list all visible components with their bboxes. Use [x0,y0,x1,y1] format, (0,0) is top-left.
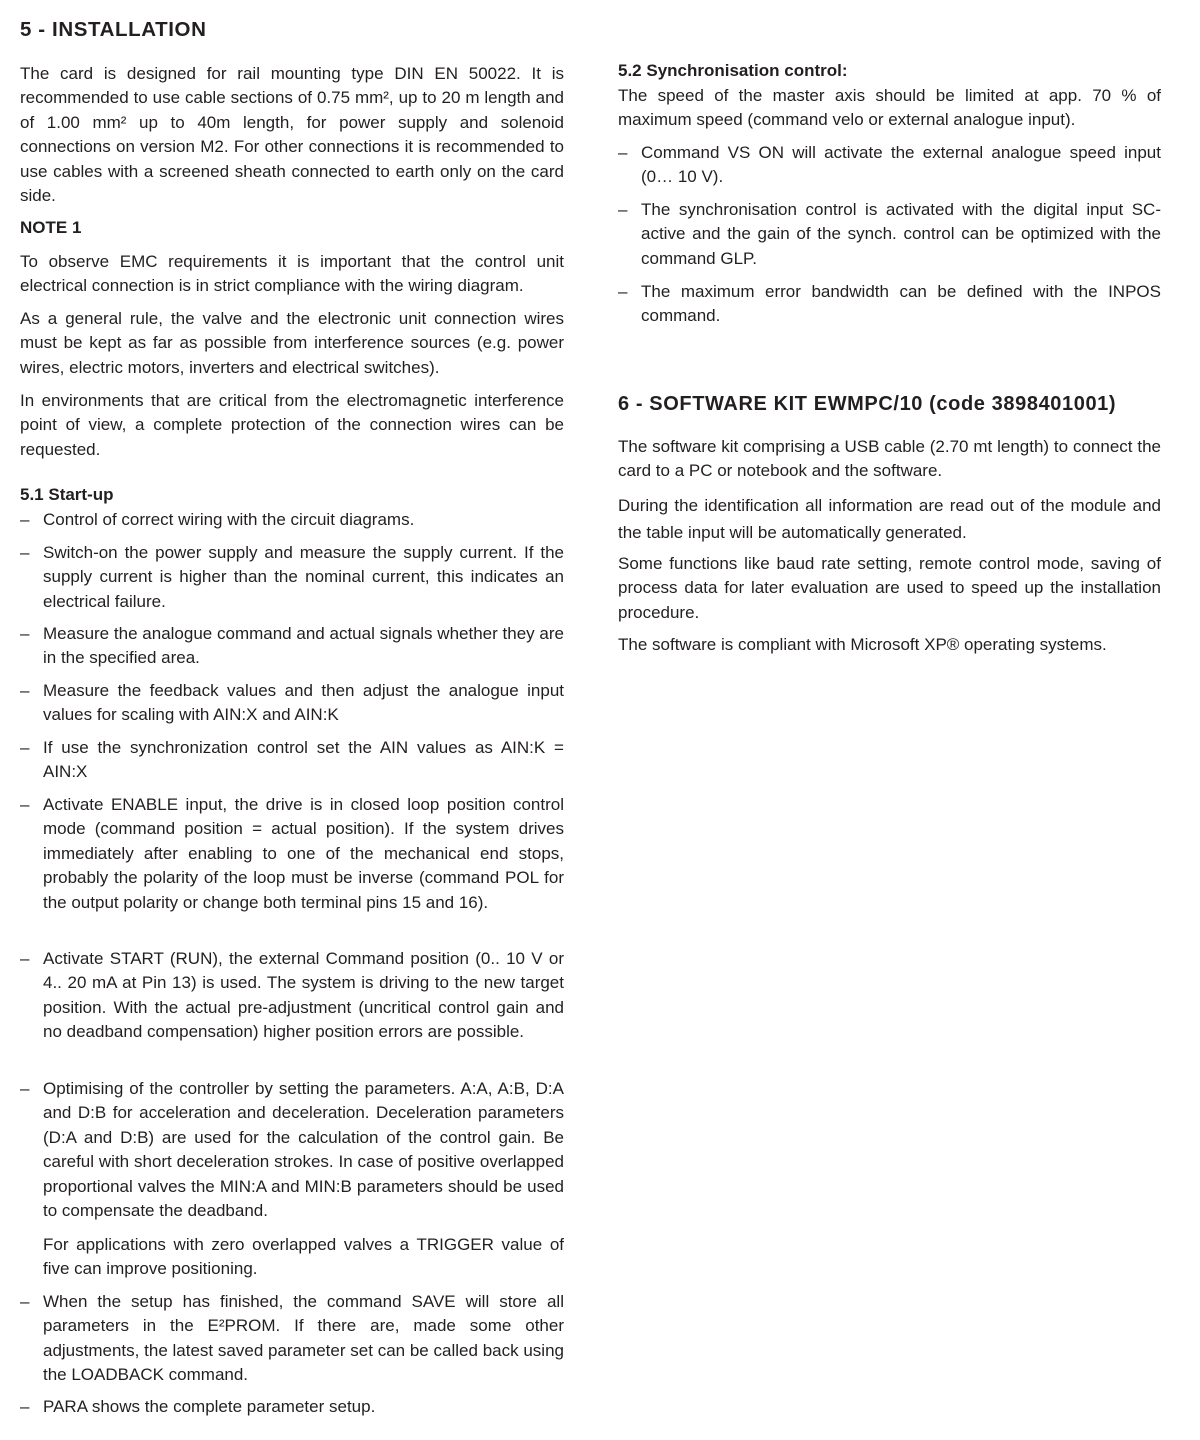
section-5-2-intro: The speed of the master axis should be limited at app. 70 % of maximum speed (command velo or external analogue input). [618,86,1161,130]
section-5-2-title: 5.2 Synchronisation control: [618,61,848,80]
trigger-note: For applications with zero overlapped valves a TRIGGER value of five can improve positioning. [43,1235,564,1279]
section-6-paragraph-2: During the identification all information are read out of the module and the table input will be automatically generated. [618,496,1161,542]
dash-bullet: – [20,795,30,814]
list-item [20,793,564,915]
list-item-text: PARA shows the complete parameter setup. [43,1397,376,1416]
list-item [20,508,564,532]
list-item-text: Command VS ON will activate the external analogue speed input (0… 10 V). [641,143,1161,187]
list-item-text: Control of correct wiring with the circuit diagrams. [43,510,415,529]
list-item-continuation [20,1233,564,1282]
section-6-title: 6 - SOFTWARE KIT EWMPC/10 (code 3898401001) [618,393,1117,415]
list-item [20,622,564,671]
section-6-paragraph-3: Some functions like baud rate setting, remote control mode, saving of process data for later evaluation are used to speed up the installation procedure. [618,554,1161,622]
dash-bullet: – [20,1397,30,1416]
section-6-paragraph-1: The software kit comprising a USB cable (2.70 mt length) to connect the card to a PC or notebook and the software. [618,437,1161,481]
list-item [20,1395,564,1419]
section-5-1-title: 5.1 Start-up [20,485,114,504]
list-item [618,141,1161,190]
dash-bullet: – [20,1079,30,1098]
note-1-title: NOTE 1 [20,218,82,237]
list-item-text: The maximum error bandwidth can be defined with the INPOS command. [641,282,1161,326]
list-item-text: The synchronisation control is activated with the digital input SC-active and the gain of the synch. control can be optimized with the command GLP. [641,200,1161,268]
dash-bullet: – [20,543,30,562]
dash-bullet: – [618,282,628,301]
list-item-text: Switch-on the power supply and measure the supply current. If the supply current is higher than the nominal current, this indicates an electrical failure. [43,543,564,611]
list-item-text: Optimising of the controller by setting the parameters. A:A, A:B, D:A and D:B for acceleration and deceleration. Deceleration parameters (D:A and D:B) are used for the calculation of the control gain. Be careful with short deceleration strokes. In case of positive overlapped proportional valves the MIN:A and MIN:B parameters should be used to compensate the deadband. [43,1079,564,1221]
list-item [618,198,1161,271]
dash-bullet: – [20,681,30,700]
list-item [618,280,1161,329]
note-1-paragraph-2: As a general rule, the valve and the electronic unit connection wires must be kept as far as possible from interference sources (e.g. power wires, electric motors, inverters and electrical switches). [20,309,564,377]
note-1-paragraph-1: To observe EMC requirements it is important that the control unit electrical connection is in strict compliance with the wiring diagram. [20,252,564,296]
list-item-text: When the setup has finished, the command SAVE will store all parameters in the E²PROM. If there are, made some other adjustments, the latest saved parameter set can be called back using the LOADBACK command. [43,1292,564,1385]
list-item-text: If use the synchronization control set the AIN values as AIN:K = AIN:X [43,738,564,782]
dash-bullet: – [20,738,30,757]
dash-bullet: – [20,1292,30,1311]
list-item-text: Measure the feedback values and then adjust the analogue input values for scaling with AIN:X and AIN:K [43,681,564,725]
dash-bullet: – [20,624,30,643]
dash-bullet: – [618,200,628,219]
note-1-paragraph-3: In environments that are critical from the electromagnetic interference point of view, a complete protection of the connection wires can be requested. [20,391,564,459]
dash-bullet: – [618,143,628,162]
list-item-text: Activate START (RUN), the external Command position (0.. 10 V or 4.. 20 mA at Pin 13) is used. The system is driving to the new target position. With the actual pre-adjustment (uncritical control gain and no deadband compensation) higher position errors are possible. [43,949,564,1042]
list-item [20,1077,564,1223]
section-6-paragraph-4: The software is compliant with Microsoft XP® operating systems. [618,635,1107,654]
section-5-intro: The card is designed for rail mounting type DIN EN 50022. It is recommended to use cable sections of 0.75 mm², up to 20 m length and of 1.00 mm² up to 40m length, for power supply and solenoid connections on version M2. For other connections it is recommended to use cables with a screened sheath connected to earth only on the card side. [20,64,564,206]
list-item [20,947,564,1045]
list-item [20,736,564,785]
list-item-text: Measure the analogue command and actual signals whether they are in the specified area. [43,624,564,668]
list-item-text: Activate ENABLE input, the drive is in closed loop position control mode (command position = actual position). If the system drives immediately after enabling to one of the mechanical end stops, probably the polarity of the loop must be inverse (command POL for the output polarity or change both terminal pins 15 and 16). [43,795,564,912]
section-5-title: 5 - INSTALLATION [20,18,207,41]
list-item [20,679,564,728]
dash-bullet: – [20,510,30,529]
dash-bullet: – [20,949,30,968]
list-item [20,1290,564,1388]
list-item [20,541,564,614]
